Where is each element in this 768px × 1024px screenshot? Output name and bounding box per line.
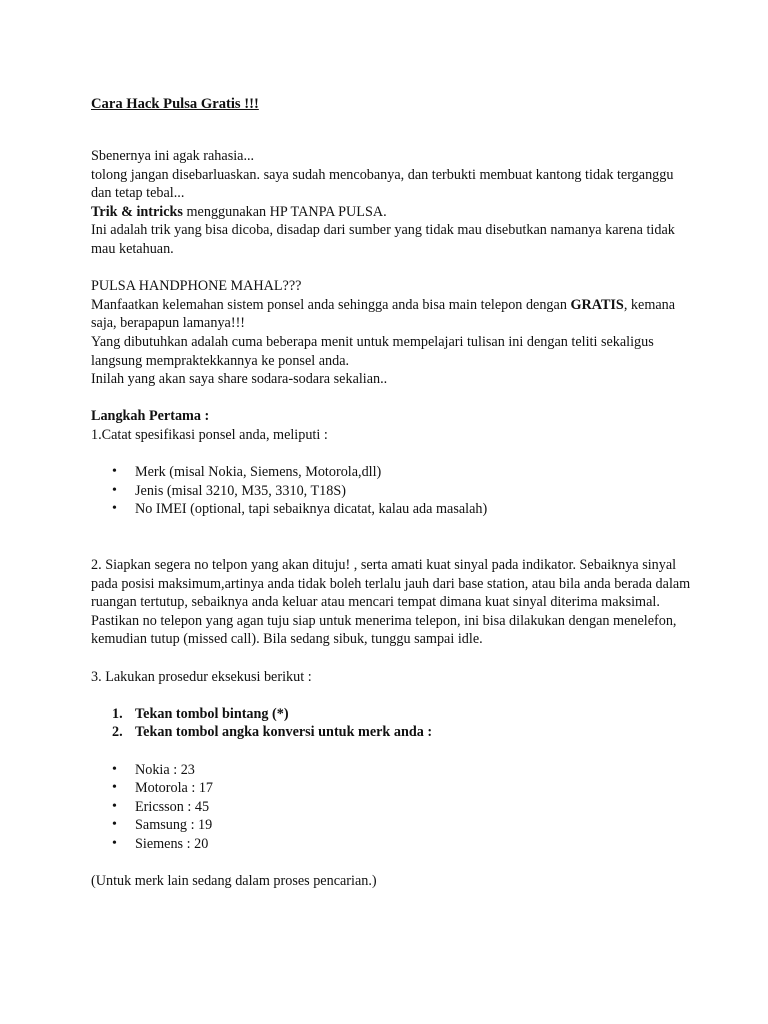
list-label: Tekan tombol bintang (*) <box>135 705 289 722</box>
list-number: 2. <box>112 724 123 741</box>
step2-text: 2. Siapkan segera no telpon yang akan dituju! , serta amati kuat sinyal pada indikator. Sebaiknya sinyal pada posisi maksimum,artinya anda tidak boleh terlalu jauh dari base station, atau bila anda berada dalam ruangan tertutup, sebaiknya anda keluar atau mencari tempat dimana kuat sinyal diterima maksimal. Pastikan no telepon yang agan tuju siap untuk menerima telepon, ini bisa dilakukan dengan menelefon, kemudian tutup (missed call). Bila sedang sibuk, tunggu sampai idle. <box>91 557 691 648</box>
document-title: Cara Hack Pulsa Gratis !!! <box>91 96 259 112</box>
spacer <box>91 686 691 705</box>
step1-text: 1.Catat spesifikasi ponsel anda, meliputi : <box>91 426 328 443</box>
section2-para-3: Inilah yang akan saya share sodara-sodara sekalian.. <box>91 371 388 388</box>
para1-end-text: , kemana saja, berapapun lamanya!!! <box>91 296 676 332</box>
list-item: • Samsung : 19 <box>91 816 691 835</box>
list-item: • Merk (misal Nokia, Siemens, Motorola,dll) <box>91 463 691 482</box>
spacer <box>91 537 691 556</box>
gratis-bold-text: GRATIS <box>570 296 624 313</box>
list-item: • Nokia : 23 <box>91 761 691 780</box>
intro-trik-line <box>91 203 691 222</box>
intro-line-4: Ini adalah trik yang bisa dicoba, disadap dari sumber yang tidak mau disebutkan namanya karena tidak mau ketahuan. <box>91 222 675 257</box>
spacer <box>91 742 691 761</box>
step1-heading: Langkah Pertama : <box>91 408 210 425</box>
document-page <box>91 95 691 891</box>
spacer <box>91 649 691 668</box>
list-item: • Jenis (misal 3210, M35, 3310, T18S) <box>91 482 691 501</box>
trik-bold-text: Trik & intricks <box>91 203 183 220</box>
spacer <box>91 259 691 278</box>
step3-numbered-list <box>91 705 691 742</box>
step3-text: 3. Lakukan prosedur eksekusi berikut : <box>91 668 312 685</box>
intro-line-2: tolong jangan disebarluaskan. saya sudah mencobanya, dan terbukti membuat kantong tidak terganggu dan tetap tebal... <box>91 166 674 202</box>
code-bullet-list <box>91 761 691 854</box>
list-item: • No IMEI (optional, tapi sebaiknya dicatat, kalau ada masalah) <box>91 500 691 519</box>
list-item <box>91 705 691 724</box>
list-label: Tekan tombol angka konversi untuk merk anda : <box>135 724 433 741</box>
spacer <box>91 389 691 408</box>
list-item: • Ericsson : 45 <box>91 798 691 817</box>
spacer <box>91 445 691 464</box>
section2-para-2: Yang dibutuhkan adalah cuma beberapa menit untuk mempelajari tulisan ini dengan teliti sekaligus langsung mempraktekkannya ke ponsel anda. <box>91 333 654 369</box>
list-number: 1. <box>112 705 123 722</box>
section2-heading: PULSA HANDPHONE MAHAL??? <box>91 278 302 295</box>
step3-note: (Untuk merk lain sedang dalam proses pencarian.) <box>91 873 377 890</box>
list-item <box>91 723 691 742</box>
para1-start-text: Manfaatkan kelemahan sistem ponsel anda sehingga anda bisa main telepon dengan <box>91 296 571 313</box>
step1-bullet-list <box>91 463 691 519</box>
intro-line-1: Sbenernya ini agak rahasia... <box>91 148 255 164</box>
spacer <box>91 519 691 538</box>
trik-rest-text: menggunakan HP TANPA PULSA. <box>182 203 387 220</box>
list-item: • Motorola : 17 <box>91 779 691 798</box>
section2-para-1 <box>91 296 691 333</box>
list-item: • Siemens : 20 <box>91 835 691 854</box>
spacer <box>91 854 691 873</box>
